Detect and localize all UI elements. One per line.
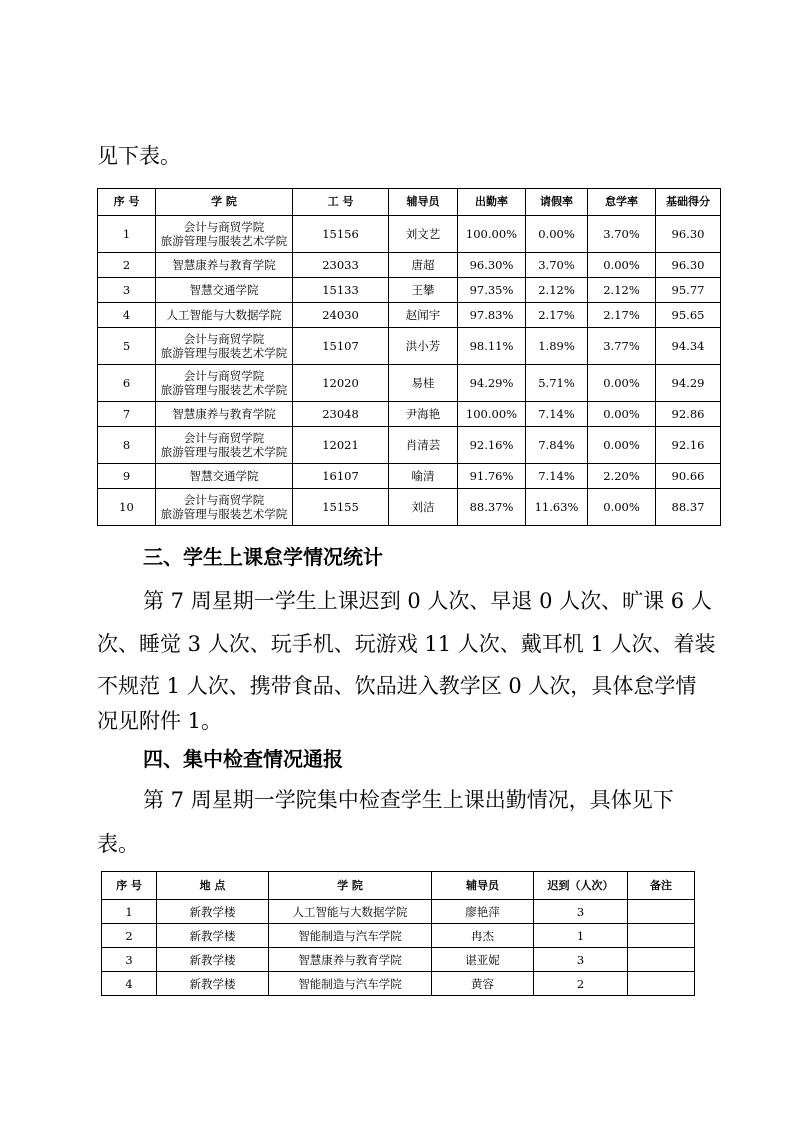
leave-cell: 2.17% xyxy=(526,303,588,328)
header-cell: 基础得分 xyxy=(656,189,721,216)
college-cell xyxy=(156,278,293,303)
counselor-cell: 刘洁 xyxy=(389,489,458,526)
attendance-cell: 92.16% xyxy=(458,427,526,464)
college-cell: 人工智能与大数据学院 xyxy=(269,900,432,924)
section-3-line: 不规范 1 人次、携带食品、饮品进入教学区 0 人次，具体怠学情 xyxy=(97,674,697,698)
section-3-line: 次、睡觉 3 人次、玩手机、玩游戏 11 人次、戴耳机 1 人次、着装 xyxy=(97,632,716,656)
leave-cell: 11.63% xyxy=(526,489,588,526)
attendance-cell: 97.35% xyxy=(458,278,526,303)
college-line: 会计与商贸学院 xyxy=(183,493,265,507)
college-cell xyxy=(156,489,293,526)
no-cell: 3 xyxy=(98,278,156,303)
no-cell: 2 xyxy=(98,253,156,278)
college-line: 智慧康养与教育学院 xyxy=(172,258,276,272)
truancy-cell: 2.17% xyxy=(588,303,656,328)
no-cell: 3 xyxy=(102,948,157,972)
leave-cell: 3.70% xyxy=(526,253,588,278)
table-row xyxy=(98,365,721,402)
college-line: 旅游管理与服装艺术学院 xyxy=(160,507,288,521)
no-cell: 8 xyxy=(98,427,156,464)
score-cell: 92.16 xyxy=(656,427,721,464)
header-cell: 辅导员 xyxy=(432,872,534,900)
table-header-row xyxy=(102,872,695,900)
table-row xyxy=(98,328,721,365)
truancy-cell: 2.12% xyxy=(588,278,656,303)
no-cell: 7 xyxy=(98,402,156,427)
header-cell: 序 号 xyxy=(102,872,157,900)
section-3-line: 况见附件 1。 xyxy=(97,709,223,733)
id-cell: 15133 xyxy=(293,278,389,303)
id-cell: 24030 xyxy=(293,303,389,328)
note-cell xyxy=(628,924,695,948)
counselor-cell: 黄容 xyxy=(432,972,534,996)
section-4-heading: 四、集中检查情况通报 xyxy=(143,747,343,771)
section-3-line: 第 7 周星期一学生上课迟到 0 人次、早退 0 人次、旷课 6 人 xyxy=(143,589,712,613)
college-cell xyxy=(156,253,293,278)
no-cell: 10 xyxy=(98,489,156,526)
college-line: 旅游管理与服装艺术学院 xyxy=(160,445,288,459)
no-cell: 4 xyxy=(98,303,156,328)
section-3-heading: 三、学生上课怠学情况统计 xyxy=(143,545,383,569)
score-cell: 96.30 xyxy=(656,253,721,278)
no-cell: 4 xyxy=(102,972,157,996)
college-line: 旅游管理与服装艺术学院 xyxy=(160,383,288,397)
header-cell: 序 号 xyxy=(98,189,156,216)
truancy-cell: 3.77% xyxy=(588,328,656,365)
late-cell: 3 xyxy=(534,900,628,924)
table-row xyxy=(98,303,721,328)
table-header-row xyxy=(98,189,721,216)
table-row xyxy=(98,278,721,303)
score-cell: 95.77 xyxy=(656,278,721,303)
attendance-cell: 100.00% xyxy=(458,216,526,253)
counselor-cell: 尹海艳 xyxy=(389,402,458,427)
no-cell: 9 xyxy=(98,464,156,489)
intro-text: 见下表。 xyxy=(97,144,181,168)
table-row xyxy=(102,948,695,972)
table-row xyxy=(98,253,721,278)
location-cell: 新教学楼 xyxy=(157,948,269,972)
college-cell xyxy=(156,365,293,402)
table-row xyxy=(102,900,695,924)
note-cell xyxy=(628,972,695,996)
score-cell: 96.30 xyxy=(656,216,721,253)
college-line: 会计与商贸学院 xyxy=(183,332,265,346)
leave-cell: 2.12% xyxy=(526,278,588,303)
table-row xyxy=(102,972,695,996)
id-cell: 16107 xyxy=(293,464,389,489)
truancy-cell: 0.00% xyxy=(588,402,656,427)
no-cell: 2 xyxy=(102,924,157,948)
leave-cell: 7.14% xyxy=(526,464,588,489)
header-cell: 迟到（人次） xyxy=(534,872,628,900)
score-cell: 95.65 xyxy=(656,303,721,328)
counselor-cell: 廖艳萍 xyxy=(432,900,534,924)
leave-cell: 7.84% xyxy=(526,427,588,464)
header-cell: 出勤率 xyxy=(458,189,526,216)
attendance-cell: 97.83% xyxy=(458,303,526,328)
counselor-score-table xyxy=(97,188,721,526)
college-cell xyxy=(156,328,293,365)
late-cell: 2 xyxy=(534,972,628,996)
id-cell: 12020 xyxy=(293,365,389,402)
college-cell xyxy=(156,402,293,427)
college-cell xyxy=(156,427,293,464)
score-cell: 92.86 xyxy=(656,402,721,427)
college-line: 智慧康养与教育学院 xyxy=(172,407,276,421)
late-cell: 1 xyxy=(534,924,628,948)
id-cell: 23033 xyxy=(293,253,389,278)
college-line: 智慧交通学院 xyxy=(189,283,259,297)
truancy-cell: 3.70% xyxy=(588,216,656,253)
table-row xyxy=(98,427,721,464)
header-cell: 辅导员 xyxy=(389,189,458,216)
attendance-cell: 94.29% xyxy=(458,365,526,402)
section-4-line: 表。 xyxy=(97,832,139,856)
truancy-cell: 0.00% xyxy=(588,365,656,402)
no-cell: 1 xyxy=(98,216,156,253)
table-row xyxy=(98,216,721,253)
counselor-cell: 洪小芳 xyxy=(389,328,458,365)
id-cell: 12021 xyxy=(293,427,389,464)
counselor-cell: 冉杰 xyxy=(432,924,534,948)
section-4-line: 第 7 周星期一学院集中检查学生上课出勤情况，具体见下 xyxy=(143,788,674,812)
college-line: 人工智能与大数据学院 xyxy=(166,308,282,322)
id-cell: 15156 xyxy=(293,216,389,253)
attendance-cell: 100.00% xyxy=(458,402,526,427)
college-cell: 智能制造与汽车学院 xyxy=(269,972,432,996)
id-cell: 15107 xyxy=(293,328,389,365)
counselor-cell: 刘文艺 xyxy=(389,216,458,253)
location-cell: 新教学楼 xyxy=(157,972,269,996)
leave-cell: 0.00% xyxy=(526,216,588,253)
score-cell: 90.66 xyxy=(656,464,721,489)
counselor-cell: 唐超 xyxy=(389,253,458,278)
note-cell xyxy=(628,948,695,972)
late-check-table xyxy=(101,871,695,996)
header-cell: 怠学率 xyxy=(588,189,656,216)
table-row xyxy=(102,924,695,948)
table-row xyxy=(98,402,721,427)
college-line: 智慧交通学院 xyxy=(189,469,259,483)
attendance-cell: 88.37% xyxy=(458,489,526,526)
attendance-cell: 96.30% xyxy=(458,253,526,278)
college-line: 会计与商贸学院 xyxy=(183,220,265,234)
truancy-cell: 0.00% xyxy=(588,253,656,278)
score-cell: 88.37 xyxy=(656,489,721,526)
truancy-cell: 0.00% xyxy=(588,489,656,526)
college-cell xyxy=(156,216,293,253)
id-cell: 23048 xyxy=(293,402,389,427)
no-cell: 5 xyxy=(98,328,156,365)
truancy-cell: 2.20% xyxy=(588,464,656,489)
location-cell: 新教学楼 xyxy=(157,900,269,924)
counselor-cell: 王攀 xyxy=(389,278,458,303)
leave-cell: 7.14% xyxy=(526,402,588,427)
id-cell: 15155 xyxy=(293,489,389,526)
counselor-cell: 喻清 xyxy=(389,464,458,489)
table-row xyxy=(98,464,721,489)
no-cell: 6 xyxy=(98,365,156,402)
note-cell xyxy=(628,900,695,924)
leave-cell: 5.71% xyxy=(526,365,588,402)
attendance-cell: 91.76% xyxy=(458,464,526,489)
college-line: 旅游管理与服装艺术学院 xyxy=(160,346,288,360)
attendance-cell: 98.11% xyxy=(458,328,526,365)
college-cell xyxy=(156,303,293,328)
counselor-cell: 谌亚妮 xyxy=(432,948,534,972)
score-cell: 94.34 xyxy=(656,328,721,365)
header-cell: 请假率 xyxy=(526,189,588,216)
no-cell: 1 xyxy=(102,900,157,924)
college-cell: 智慧康养与教育学院 xyxy=(269,948,432,972)
counselor-cell: 肖清芸 xyxy=(389,427,458,464)
header-cell: 学 院 xyxy=(156,189,293,216)
college-line: 会计与商贸学院 xyxy=(183,431,265,445)
table-row xyxy=(98,489,721,526)
header-cell: 工 号 xyxy=(293,189,389,216)
score-cell: 94.29 xyxy=(656,365,721,402)
college-line: 旅游管理与服装艺术学院 xyxy=(160,234,288,248)
truancy-cell: 0.00% xyxy=(588,427,656,464)
late-cell: 3 xyxy=(534,948,628,972)
location-cell: 新教学楼 xyxy=(157,924,269,948)
header-cell: 学 院 xyxy=(269,872,432,900)
college-cell xyxy=(156,464,293,489)
college-cell: 智能制造与汽车学院 xyxy=(269,924,432,948)
counselor-cell: 易桂 xyxy=(389,365,458,402)
counselor-cell: 赵闻宇 xyxy=(389,303,458,328)
header-cell: 地 点 xyxy=(157,872,269,900)
header-cell: 备注 xyxy=(628,872,695,900)
college-line: 会计与商贸学院 xyxy=(183,369,265,383)
leave-cell: 1.89% xyxy=(526,328,588,365)
